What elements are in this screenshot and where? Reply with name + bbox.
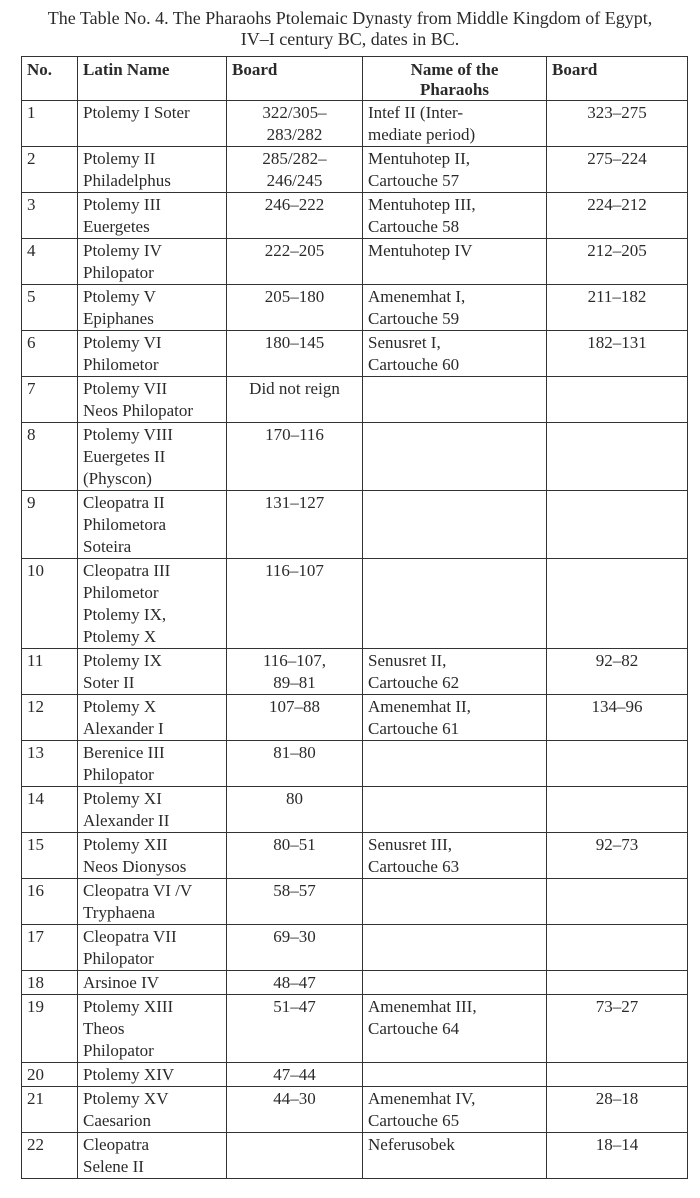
- cell-board: [227, 879, 363, 925]
- cell-board-pharaoh: 28–18: [547, 1087, 688, 1133]
- cell-latin-name-line: Berenice III: [83, 743, 165, 762]
- cell-board: [227, 995, 363, 1063]
- cell-board-line: 285/282–: [262, 149, 327, 168]
- table-row: [22, 1063, 688, 1087]
- cell-board-pharaoh: [547, 491, 688, 559]
- cell-latin-name-line: Ptolemy I Soter: [83, 103, 190, 122]
- cell-pharaoh-name-line: Cartouche 61: [368, 719, 460, 738]
- cell-latin-name-line: Theos: [83, 1019, 125, 1038]
- table-row: [22, 101, 688, 147]
- cell-board-line: 47–44: [273, 1065, 316, 1084]
- cell-board-line: 116–107: [265, 561, 324, 580]
- cell-board-line: 80: [286, 789, 303, 808]
- cell-pharaoh-name: [363, 491, 547, 559]
- cell-latin-name-line: Philopator: [83, 949, 154, 968]
- cell-pharaoh-name: [363, 101, 547, 147]
- cell-board: [227, 423, 363, 491]
- cell-board: [227, 741, 363, 787]
- cell-pharaoh-name-line: Senusret II,: [368, 651, 447, 670]
- cell-latin-name-line: Cleopatra: [83, 1135, 150, 1154]
- cell-board: [227, 101, 363, 147]
- pharaohs-table: [21, 56, 688, 1179]
- cell-latin-name-line: Euergetes II: [83, 447, 166, 466]
- header-pharaoh-name: [363, 57, 547, 101]
- table-row: [22, 1087, 688, 1133]
- cell-pharaoh-name-line: Senusret I,: [368, 333, 441, 352]
- table-row: [22, 787, 688, 833]
- cell-latin-name: [78, 879, 227, 925]
- cell-board: [227, 695, 363, 741]
- cell-latin-name-line: Cleopatra II: [83, 493, 165, 512]
- cell-latin-name: [78, 971, 227, 995]
- table-body: [22, 101, 688, 1179]
- cell-latin-name-line: Ptolemy VIII: [83, 425, 173, 444]
- cell-pharaoh-name-line: Cartouche 64: [368, 1019, 460, 1038]
- cell-board-pharaoh: [547, 377, 688, 423]
- header-board: Board: [227, 57, 363, 101]
- cell-latin-name-line: Tryphaena: [83, 903, 156, 922]
- table-row: [22, 331, 688, 377]
- cell-board-pharaoh: [547, 1063, 688, 1087]
- cell-board-line: 222–205: [264, 241, 325, 260]
- cell-board-pharaoh: 212–205: [547, 239, 688, 285]
- cell-pharaoh-name-line: Cartouche 57: [368, 171, 460, 190]
- cell-latin-name: [78, 377, 227, 423]
- cell-pharaoh-name-line: Cartouche 60: [368, 355, 460, 374]
- cell-latin-name-line: Ptolemy XIII: [83, 997, 174, 1016]
- cell-pharaoh-name: [363, 239, 547, 285]
- cell-board: [227, 147, 363, 193]
- cell-latin-name-line: Philometor: [83, 583, 159, 602]
- cell-pharaoh-name: [363, 833, 547, 879]
- cell-latin-name: [78, 787, 227, 833]
- cell-board-line: 81–80: [273, 743, 316, 762]
- cell-board-line: 246/245: [266, 171, 323, 190]
- cell-board: [227, 239, 363, 285]
- cell-no: 2: [22, 147, 78, 193]
- cell-board-line: 180–145: [264, 333, 325, 352]
- cell-no: 4: [22, 239, 78, 285]
- cell-no: 22: [22, 1133, 78, 1179]
- cell-no: 3: [22, 193, 78, 239]
- cell-no: 1: [22, 101, 78, 147]
- table-row: [22, 695, 688, 741]
- cell-board-pharaoh: 224–212: [547, 193, 688, 239]
- cell-latin-name-line: Soteira: [83, 537, 132, 556]
- cell-board-pharaoh: 275–224: [547, 147, 688, 193]
- cell-pharaoh-name: [363, 193, 547, 239]
- cell-no: 18: [22, 971, 78, 995]
- cell-board-line: 107–88: [269, 697, 320, 716]
- cell-no: 16: [22, 879, 78, 925]
- table-row: [22, 377, 688, 423]
- cell-latin-name: [78, 147, 227, 193]
- cell-pharaoh-name: [363, 1063, 547, 1087]
- cell-board-line: 89–81: [273, 673, 316, 692]
- cell-latin-name: [78, 285, 227, 331]
- cell-no: 17: [22, 925, 78, 971]
- cell-board: [227, 1087, 363, 1133]
- cell-latin-name-line: Ptolemy X: [83, 697, 157, 716]
- cell-pharaoh-name-line: Mentuhotep II,: [368, 149, 470, 168]
- cell-latin-name-line: Neos Dionysos: [83, 857, 187, 876]
- table-row: [22, 741, 688, 787]
- cell-board-pharaoh: [547, 423, 688, 491]
- table-header-row: [22, 57, 688, 101]
- cell-pharaoh-name: [363, 423, 547, 491]
- table-row: [22, 559, 688, 649]
- cell-no: 14: [22, 787, 78, 833]
- cell-pharaoh-name-line: Amenemhat III,: [368, 997, 477, 1016]
- cell-latin-name: [78, 833, 227, 879]
- cell-board-pharaoh: [547, 741, 688, 787]
- cell-latin-name-line: Ptolemy XII: [83, 835, 168, 854]
- cell-latin-name-line: Ptolemy VII: [83, 379, 168, 398]
- cell-latin-name: [78, 695, 227, 741]
- caption-line-1: The Table No. 4. The Pharaohs Ptolemaic Dynasty from Middle Kingdom of Egypt,: [47, 8, 653, 28]
- cell-board: [227, 649, 363, 695]
- cell-pharaoh-name-line: Intef II (Inter-: [368, 103, 463, 122]
- cell-no: 11: [22, 649, 78, 695]
- header-latin-name: Latin Name: [78, 57, 227, 101]
- cell-board-pharaoh: 92–73: [547, 833, 688, 879]
- header-pharaoh-name-line: Name of the: [410, 60, 499, 79]
- cell-board-line: 51–47: [273, 997, 316, 1016]
- cell-board-line: 170–116: [265, 425, 324, 444]
- cell-latin-name-line: Cleopatra VI /V: [83, 881, 193, 900]
- cell-no: 12: [22, 695, 78, 741]
- cell-pharaoh-name-line: Senusret III,: [368, 835, 453, 854]
- cell-no: 15: [22, 833, 78, 879]
- cell-latin-name-line: Ptolemy XI: [83, 789, 162, 808]
- cell-latin-name-line: Philopator: [83, 1041, 154, 1060]
- cell-no: 13: [22, 741, 78, 787]
- cell-latin-name-line: (Physcon): [83, 469, 152, 488]
- cell-latin-name: [78, 239, 227, 285]
- cell-pharaoh-name: [363, 559, 547, 649]
- table-row: [22, 423, 688, 491]
- cell-pharaoh-name: [363, 1133, 547, 1179]
- cell-latin-name-line: Neos Philopator: [83, 401, 194, 420]
- table-row: [22, 239, 688, 285]
- cell-latin-name: [78, 649, 227, 695]
- cell-latin-name-line: Epiphanes: [83, 309, 154, 328]
- cell-pharaoh-name-line: Cartouche 58: [368, 217, 460, 236]
- table-row: [22, 833, 688, 879]
- table-caption: [0, 8, 700, 50]
- cell-latin-name: [78, 1087, 227, 1133]
- table-row: [22, 925, 688, 971]
- cell-pharaoh-name: [363, 649, 547, 695]
- cell-latin-name: [78, 101, 227, 147]
- table-row: [22, 971, 688, 995]
- cell-pharaoh-name: [363, 741, 547, 787]
- cell-latin-name-line: Ptolemy XIV: [83, 1065, 175, 1084]
- cell-board-line: 44–30: [273, 1089, 316, 1108]
- cell-latin-name-line: Philopator: [83, 765, 154, 784]
- cell-latin-name-line: Cleopatra III: [83, 561, 171, 580]
- cell-board-pharaoh: [547, 559, 688, 649]
- cell-board: [227, 833, 363, 879]
- cell-latin-name-line: Ptolemy III: [83, 195, 161, 214]
- cell-pharaoh-name-line: Neferusobek: [368, 1135, 455, 1154]
- cell-board-line: 322/305–: [262, 103, 327, 122]
- cell-pharaoh-name: [363, 879, 547, 925]
- cell-board-pharaoh: [547, 787, 688, 833]
- cell-pharaoh-name: [363, 695, 547, 741]
- cell-board: [227, 193, 363, 239]
- cell-latin-name: [78, 995, 227, 1063]
- cell-board: [227, 1063, 363, 1087]
- cell-board-pharaoh: 73–27: [547, 995, 688, 1063]
- cell-no: 10: [22, 559, 78, 649]
- cell-board-pharaoh: 323–275: [547, 101, 688, 147]
- cell-latin-name-line: Ptolemy X: [83, 627, 157, 646]
- cell-pharaoh-name: [363, 285, 547, 331]
- cell-latin-name: [78, 331, 227, 377]
- cell-latin-name-line: Philadelphus: [83, 171, 171, 190]
- cell-latin-name: [78, 193, 227, 239]
- cell-board-pharaoh: [547, 971, 688, 995]
- cell-board-line: 131–127: [264, 493, 325, 512]
- cell-latin-name: [78, 559, 227, 649]
- cell-pharaoh-name: [363, 787, 547, 833]
- cell-board-line: 116–107,: [262, 651, 327, 670]
- cell-pharaoh-name-line: Cartouche 63: [368, 857, 460, 876]
- cell-board-pharaoh: 18–14: [547, 1133, 688, 1179]
- cell-board: [227, 1133, 363, 1179]
- cell-pharaoh-name: [363, 377, 547, 423]
- cell-pharaoh-name-line: Cartouche 59: [368, 309, 460, 328]
- cell-pharaoh-name: [363, 995, 547, 1063]
- cell-latin-name-line: Arsinoe IV: [83, 973, 160, 992]
- cell-pharaoh-name: [363, 331, 547, 377]
- cell-board-pharaoh: [547, 879, 688, 925]
- cell-latin-name-line: Ptolemy XV: [83, 1089, 169, 1108]
- cell-latin-name-line: Ptolemy VI: [83, 333, 162, 352]
- cell-pharaoh-name: [363, 147, 547, 193]
- cell-latin-name-line: Philometor: [83, 355, 159, 374]
- cell-latin-name-line: Alexander I: [83, 719, 164, 738]
- cell-board: [227, 971, 363, 995]
- caption-line-2: IV–I century BC, dates in BC.: [240, 29, 460, 49]
- cell-latin-name-line: Ptolemy II: [83, 149, 156, 168]
- cell-latin-name-line: Caesarion: [83, 1111, 151, 1130]
- cell-latin-name-line: Philopator: [83, 263, 154, 282]
- cell-no: 21: [22, 1087, 78, 1133]
- cell-pharaoh-name-line: Amenemhat IV,: [368, 1089, 476, 1108]
- cell-no: 19: [22, 995, 78, 1063]
- cell-latin-name-line: Ptolemy IV: [83, 241, 162, 260]
- cell-board: [227, 331, 363, 377]
- cell-latin-name-line: Soter II: [83, 673, 135, 692]
- cell-board: [227, 559, 363, 649]
- cell-board-line: 80–51: [273, 835, 316, 854]
- cell-board: [227, 787, 363, 833]
- cell-pharaoh-name-line: Amenemhat I,: [368, 287, 466, 306]
- header-board-pharaoh: Board: [547, 57, 688, 101]
- cell-latin-name-line: Cleopatra VII: [83, 927, 177, 946]
- cell-board-line: 205–180: [264, 287, 325, 306]
- cell-board-line: 48–47: [273, 973, 316, 992]
- table-row: [22, 1133, 688, 1179]
- cell-board-line: Did not reign: [249, 379, 340, 398]
- cell-pharaoh-name-line: mediate period): [368, 125, 476, 144]
- cell-latin-name-line: Ptolemy IX: [83, 651, 162, 670]
- cell-board-pharaoh: [547, 925, 688, 971]
- cell-latin-name: [78, 741, 227, 787]
- cell-pharaoh-name: [363, 925, 547, 971]
- cell-latin-name-line: Ptolemy V: [83, 287, 156, 306]
- table-row: [22, 491, 688, 559]
- cell-no: 6: [22, 331, 78, 377]
- cell-board-line: 246–222: [264, 195, 325, 214]
- cell-latin-name: [78, 423, 227, 491]
- cell-pharaoh-name-line: Mentuhotep IV: [368, 241, 473, 260]
- table-row: [22, 879, 688, 925]
- cell-board-pharaoh: 134–96: [547, 695, 688, 741]
- cell-pharaoh-name-line: Cartouche 62: [368, 673, 460, 692]
- cell-latin-name-line: Selene II: [83, 1157, 144, 1176]
- cell-pharaoh-name: [363, 971, 547, 995]
- cell-board-pharaoh: 211–182: [547, 285, 688, 331]
- cell-no: 5: [22, 285, 78, 331]
- cell-pharaoh-name: [363, 1087, 547, 1133]
- cell-board: [227, 925, 363, 971]
- cell-pharaoh-name-line: Cartouche 65: [368, 1111, 460, 1130]
- cell-board-line: 283/282: [266, 125, 323, 144]
- cell-board: [227, 377, 363, 423]
- cell-board-line: 58–57: [273, 881, 316, 900]
- cell-board: [227, 491, 363, 559]
- cell-latin-name-line: Alexander II: [83, 811, 170, 830]
- cell-latin-name-line: Euergetes: [83, 217, 150, 236]
- cell-latin-name: [78, 1063, 227, 1087]
- cell-board-pharaoh: 92–82: [547, 649, 688, 695]
- cell-board-line: 69–30: [273, 927, 316, 946]
- cell-latin-name: [78, 925, 227, 971]
- cell-no: 7: [22, 377, 78, 423]
- cell-no: 20: [22, 1063, 78, 1087]
- table-row: [22, 147, 688, 193]
- header-pharaoh-name-line: Pharaohs: [420, 80, 489, 99]
- cell-no: 9: [22, 491, 78, 559]
- cell-pharaoh-name-line: Amenemhat II,: [368, 697, 471, 716]
- table-row: [22, 995, 688, 1063]
- cell-latin-name-line: Philometora: [83, 515, 167, 534]
- cell-latin-name: [78, 1133, 227, 1179]
- cell-latin-name-line: Ptolemy IX,: [83, 605, 167, 624]
- cell-pharaoh-name-line: Mentuhotep III,: [368, 195, 476, 214]
- cell-no: 8: [22, 423, 78, 491]
- table-row: [22, 285, 688, 331]
- table-row: [22, 649, 688, 695]
- header-no: No.: [22, 57, 78, 101]
- cell-board: [227, 285, 363, 331]
- table-row: [22, 193, 688, 239]
- cell-board-pharaoh: 182–131: [547, 331, 688, 377]
- cell-latin-name: [78, 491, 227, 559]
